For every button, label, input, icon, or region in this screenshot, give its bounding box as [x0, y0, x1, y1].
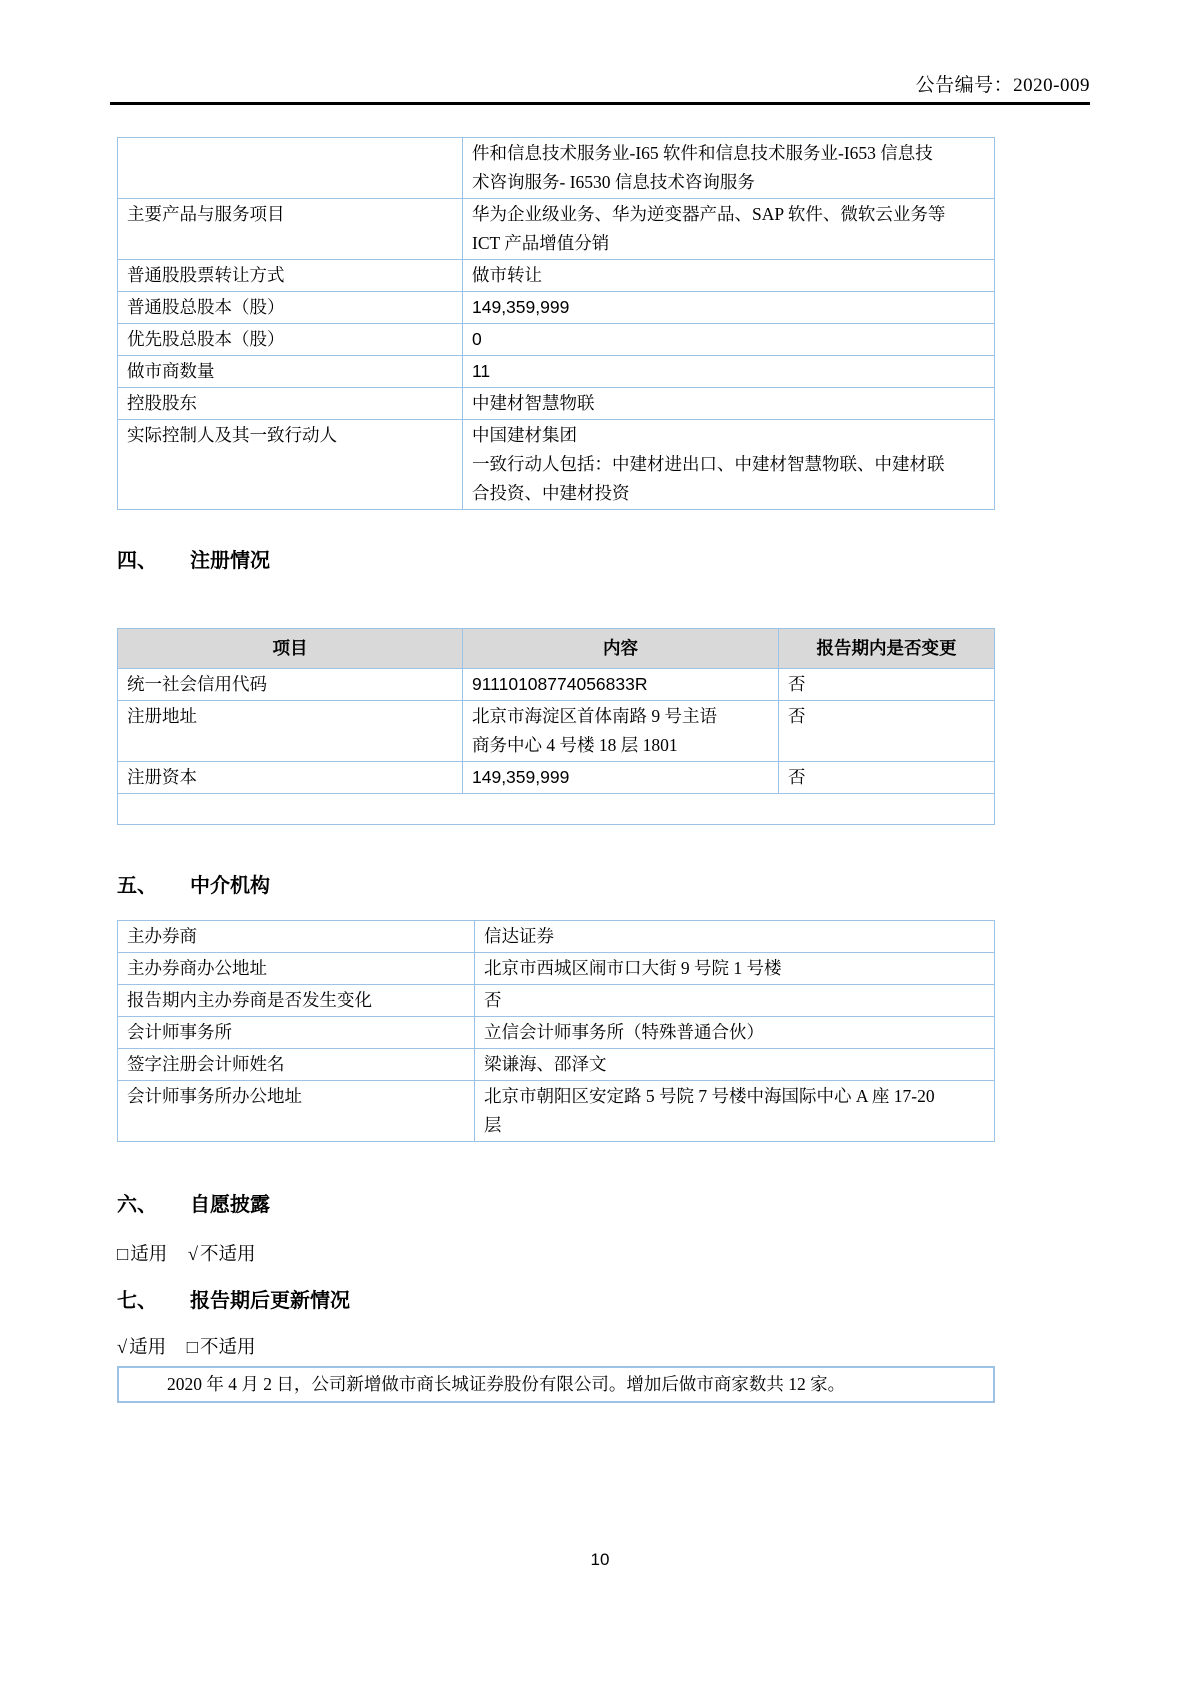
row-label-cell: 会计师事务所	[118, 1017, 475, 1049]
table-row	[118, 1081, 995, 1142]
section-heading-intermediaries	[117, 873, 995, 900]
item-cell: 注册资本	[118, 762, 463, 794]
row-label-cell: 签字注册会计师姓名	[118, 1049, 475, 1081]
section-title: 报告期后更新情况	[190, 1290, 350, 1312]
content-cell	[463, 701, 779, 762]
section-number: 六、	[117, 1194, 157, 1216]
row-value-cell: 11	[463, 356, 995, 388]
section-title: 中介机构	[190, 875, 270, 897]
company-overview-table	[117, 137, 995, 510]
post-period-note-text: 2020 年 4 月 2 日，公司新增做市商长城证券股份有限公司。增加后做市商家数共 12 家。	[167, 1374, 846, 1394]
section-heading-post-period-update	[117, 1288, 995, 1315]
value-line: 一致行动人包括：中建材进出口、中建材智慧物联、中建材联	[472, 454, 945, 474]
row-value-cell: 立信会计师事务所（特殊普通合伙）	[475, 1017, 995, 1049]
value-line: ICT 产品增值分销	[472, 233, 610, 253]
check-icon: √	[117, 1338, 128, 1358]
checkbox-unchecked-icon: □	[117, 1245, 129, 1265]
section-title: 注册情况	[190, 550, 270, 572]
value-line: 件和信息技术服务业-I65 软件和信息技术服务业-I653 信息技	[472, 143, 933, 163]
item-cell: 统一社会信用代码	[118, 669, 463, 701]
table-row	[118, 199, 995, 260]
section-title: 自愿披露	[190, 1194, 270, 1216]
row-value-cell: 梁谦海、邵泽文	[475, 1049, 995, 1081]
table-row	[118, 260, 995, 292]
section-number: 七、	[117, 1290, 157, 1312]
row-value-cell	[475, 1081, 995, 1142]
table-row	[118, 669, 995, 701]
value-line: 术咨询服务- I6530 信息技术咨询服务	[472, 172, 755, 192]
row-value-cell: 0	[463, 324, 995, 356]
option-not-applicable	[187, 1338, 256, 1358]
table-row	[118, 356, 995, 388]
registration-table	[117, 628, 995, 825]
row-label-cell: 主要产品与服务项目	[118, 199, 463, 260]
voluntary-disclosure-options	[117, 1244, 995, 1266]
row-label-cell	[118, 138, 463, 199]
option-applicable	[117, 1338, 166, 1358]
table-row	[118, 953, 995, 985]
changed-cell: 否	[779, 701, 995, 762]
check-icon: √	[187, 1245, 198, 1265]
table-row	[118, 985, 995, 1017]
content-cell: 91110108774056833R	[463, 669, 779, 701]
section-number: 四、	[117, 550, 157, 572]
page-content	[117, 137, 995, 1403]
row-label-cell: 主办券商	[118, 921, 475, 953]
table-row	[118, 420, 995, 510]
table-row	[118, 1017, 995, 1049]
row-value-cell: 做市转让	[463, 260, 995, 292]
post-period-options	[117, 1337, 995, 1359]
content-cell: 149,359,999	[463, 762, 779, 794]
row-value-cell: 信达证券	[475, 921, 995, 953]
announcement-number: 公告编号：2020-009	[915, 75, 1090, 96]
table-row	[118, 762, 995, 794]
row-label-cell: 会计师事务所办公地址	[118, 1081, 475, 1142]
table-row	[118, 324, 995, 356]
checkbox-unchecked-icon: □	[186, 1338, 198, 1358]
value-line: 北京市朝阳区安定路 5 号院 7 号楼中海国际中心 A 座 17-20	[484, 1086, 935, 1106]
table-row	[118, 292, 995, 324]
value-line: 层	[484, 1115, 502, 1135]
option-applicable	[117, 1245, 167, 1265]
item-cell: 注册地址	[118, 701, 463, 762]
row-value-cell: 149,359,999	[463, 292, 995, 324]
row-label-cell: 实际控制人及其一致行动人	[118, 420, 463, 510]
option-label: 适用	[130, 1245, 168, 1265]
option-not-applicable	[188, 1245, 256, 1265]
header-changed-cell: 报告期内是否变更	[779, 629, 995, 669]
table-row	[118, 701, 995, 762]
value-line: 北京市海淀区首体南路 9 号主语	[472, 706, 717, 726]
table-row	[118, 1049, 995, 1081]
row-value-cell	[463, 420, 995, 510]
row-value-cell: 中建材智慧物联	[463, 388, 995, 420]
row-label-cell: 做市商数量	[118, 356, 463, 388]
changed-cell: 否	[779, 669, 995, 701]
value-line: 华为企业级业务、华为逆变器产品、SAP 软件、微软云业务等	[472, 204, 946, 224]
header-content-cell: 内容	[463, 629, 779, 669]
section-number: 五、	[117, 875, 157, 897]
changed-cell: 否	[779, 762, 995, 794]
empty-row	[118, 794, 995, 825]
value-line: 商务中心 4 号楼 18 层 1801	[472, 735, 678, 755]
table-header-row	[118, 629, 995, 669]
intermediary-table	[117, 920, 995, 1142]
page-number: 10	[590, 1550, 610, 1569]
option-label: 适用	[129, 1338, 167, 1358]
post-period-note-box	[117, 1366, 995, 1403]
row-value-cell: 否	[475, 985, 995, 1017]
option-label: 不适用	[199, 1338, 256, 1358]
row-label-cell: 普通股总股本（股）	[118, 292, 463, 324]
value-line: 中国建材集团	[472, 425, 577, 445]
section-heading-voluntary-disclosure	[117, 1192, 995, 1219]
row-value-cell	[463, 138, 995, 199]
header-rule	[110, 102, 1090, 105]
table-row	[118, 388, 995, 420]
row-label-cell: 报告期内主办券商是否发生变化	[118, 985, 475, 1017]
empty-cell	[118, 794, 995, 825]
table-row	[118, 921, 995, 953]
row-value-cell	[463, 199, 995, 260]
header-item-cell: 项目	[118, 629, 463, 669]
table-row	[118, 138, 995, 199]
option-label: 不适用	[199, 1245, 256, 1265]
row-label-cell: 主办券商办公地址	[118, 953, 475, 985]
row-label-cell: 优先股总股本（股）	[118, 324, 463, 356]
row-value-cell: 北京市西城区闹市口大街 9 号院 1 号楼	[475, 953, 995, 985]
row-label-cell: 控股股东	[118, 388, 463, 420]
value-line: 合投资、中建材投资	[472, 483, 630, 503]
row-label-cell: 普通股股票转让方式	[118, 260, 463, 292]
section-heading-registration	[117, 548, 995, 575]
